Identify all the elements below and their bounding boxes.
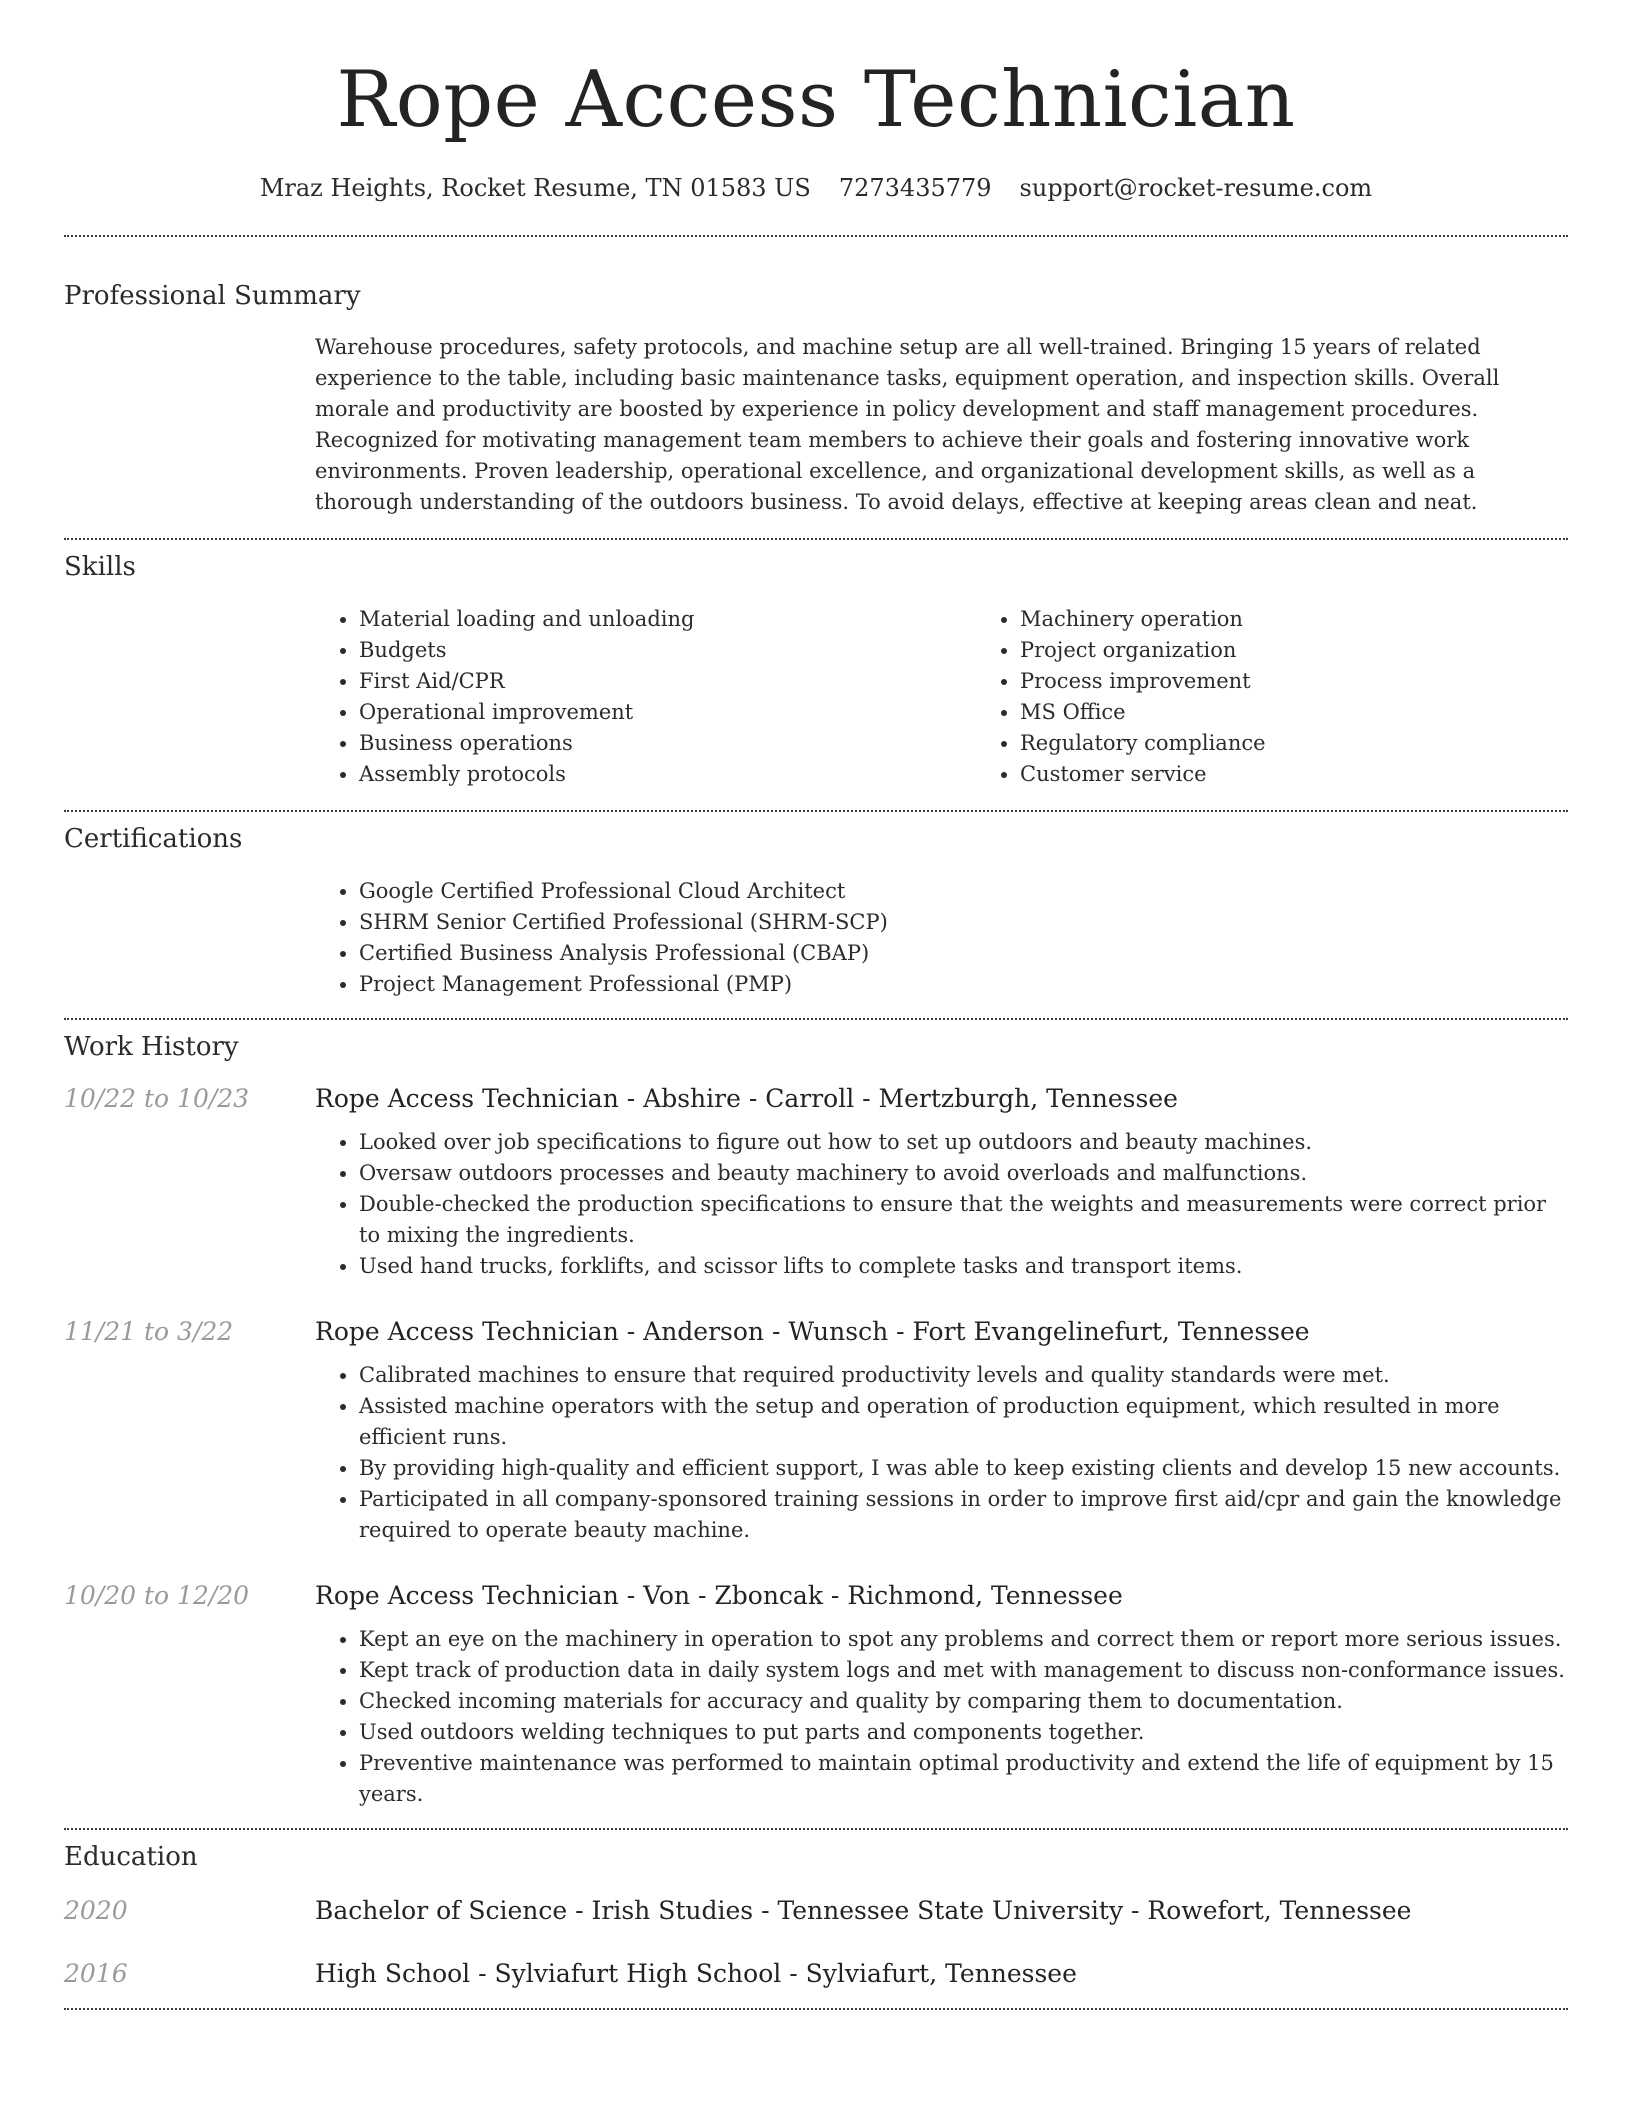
skills-list-right <box>976 604 1632 790</box>
skill-item: • Material loading and unloading <box>359 604 976 635</box>
job-entry <box>64 1317 1568 1546</box>
skill-item: • Regulatory compliance <box>1020 728 1632 759</box>
certifications-list <box>315 876 1568 1000</box>
certification-item: • Google Certified Professional Cloud Architect <box>359 876 1568 907</box>
contact-address: Mraz Heights, Rocket Resume, TN 01583 US <box>259 174 811 202</box>
contact-phone: 7273435779 <box>838 174 992 202</box>
job-title: Rope Access Technician - Von - Zboncak - Richmond, Tennessee <box>315 1581 1123 1610</box>
education-entry <box>64 1896 1568 1925</box>
contact-email: support@rocket-resume.com <box>1019 174 1373 202</box>
job-bullet: • Checked incoming materials for accuracy and quality by comparing them to documentation. <box>359 1686 1568 1717</box>
education-heading: Education <box>64 1842 198 1872</box>
job-dates: 11/21 to 3/22 <box>64 1317 234 1346</box>
skills-section <box>64 540 1568 790</box>
skill-item: • First Aid/CPR <box>359 666 976 697</box>
job-bullets <box>315 1360 1568 1546</box>
candidate-name: Rope Access Technician <box>336 55 1296 145</box>
education-year: 2020 <box>64 1896 128 1925</box>
job-bullet: • Double-checked the production specifications to ensure that the weights and measurements were correct prior to mixing the ingredients. <box>359 1189 1568 1251</box>
job-bullet: • Assisted machine operators with the setup and operation of production equipment, which resulted in more efficient runs. <box>359 1391 1568 1453</box>
skill-item: • Project organization <box>1020 635 1632 666</box>
skill-item: • Budgets <box>359 635 976 666</box>
skill-item: • Business operations <box>359 728 976 759</box>
work-history-heading: Work History <box>64 1032 239 1062</box>
certifications-content <box>315 876 1568 1000</box>
certification-item: • SHRM Senior Certified Professional (SHRM-SCP) <box>359 907 1568 938</box>
job-duties <box>315 1624 1568 1810</box>
job-bullet: • By providing high-quality and efficient support, I was able to keep existing clients and develop 15 new accounts. <box>359 1453 1568 1484</box>
skill-item: • Assembly protocols <box>359 759 976 790</box>
job-bullet: • Looked over job specifications to figure out how to set up outdoors and beauty machines. <box>359 1127 1568 1158</box>
certifications-section <box>64 812 1568 1000</box>
job-bullet: • Oversaw outdoors processes and beauty machinery to avoid overloads and malfunctions. <box>359 1158 1568 1189</box>
summary-section <box>64 237 1568 518</box>
job-entry <box>64 1084 1568 1282</box>
skill-item: • Customer service <box>1020 759 1632 790</box>
education-detail: High School - Sylviafurt High School - Sylviafurt, Tennessee <box>315 1959 1077 1988</box>
job-entry <box>64 1581 1568 1810</box>
skills-heading: Skills <box>64 552 136 582</box>
job-title: Rope Access Technician - Anderson - Wunsch - Fort Evangelinefurt, Tennessee <box>315 1317 1310 1346</box>
section-divider <box>64 2008 1568 2010</box>
skills-list-left <box>315 604 976 790</box>
certifications-heading: Certifications <box>64 824 243 854</box>
certification-item: • Certified Business Analysis Professional (CBAP) <box>359 938 1568 969</box>
education-entry <box>64 1959 1568 1988</box>
job-dates: 10/20 to 12/20 <box>64 1581 250 1610</box>
job-bullet: • Used outdoors welding techniques to put parts and components together. <box>359 1717 1568 1748</box>
job-bullet: • Kept track of production data in daily system logs and met with management to discuss non-conformance issues. <box>359 1655 1568 1686</box>
job-bullets <box>315 1127 1568 1282</box>
contact-line <box>64 172 1568 204</box>
skill-item: • Operational improvement <box>359 697 976 728</box>
job-title: Rope Access Technician - Abshire - Carroll - Mertzburgh, Tennessee <box>315 1084 1178 1113</box>
job-bullet: • Used hand trucks, forklifts, and scissor lifts to complete tasks and transport items. <box>359 1251 1568 1282</box>
job-bullet: • Participated in all company-sponsored training sessions in order to improve first aid/cpr and gain the knowledge required to operate beauty machine. <box>359 1484 1568 1546</box>
job-header <box>64 1317 1568 1346</box>
skills-grid <box>315 604 1568 790</box>
skill-item: • Machinery operation <box>1020 604 1632 635</box>
job-bullet: • Kept an eye on the machinery in operation to spot any problems and correct them or report more serious issues. <box>359 1624 1568 1655</box>
summary-text: Warehouse procedures, safety protocols, and machine setup are all well-trained. Bringing 15 years of related experience to the table, including basic maintenance tasks, equipment operation, and inspection skills. Overall morale and productivity are boosted by experience in policy development and staff management procedures. Recognized for motivating management team members to achieve their goals and fostering innovative work environments. Proven leadership, operational excellence, and organizational development skills, as well as a thorough understanding of the outdoors business. To avoid delays, effective at keeping areas clean and neat. <box>315 335 1500 514</box>
work-history-section <box>64 1020 1568 1810</box>
education-section <box>64 1830 1568 1988</box>
resume-header <box>64 0 1568 204</box>
job-bullets <box>315 1624 1568 1810</box>
job-header <box>64 1084 1568 1113</box>
skill-item: • MS Office <box>1020 697 1632 728</box>
job-bullet: • Preventive maintenance was performed to maintain optimal productivity and extend the life of equipment by 15 years. <box>359 1748 1568 1810</box>
education-year: 2016 <box>64 1959 128 1988</box>
job-duties <box>315 1360 1568 1546</box>
skill-item: • Process improvement <box>1020 666 1632 697</box>
education-detail: Bachelor of Science - Irish Studies - Tennessee State University - Rowefort, Tennessee <box>315 1896 1412 1925</box>
summary-heading: Professional Summary <box>64 281 361 311</box>
job-header <box>64 1581 1568 1610</box>
job-bullet: • Calibrated machines to ensure that required productivity levels and quality standards were met. <box>359 1360 1568 1391</box>
job-dates: 10/22 to 10/23 <box>64 1084 250 1113</box>
job-duties <box>315 1127 1568 1282</box>
certification-item: • Project Management Professional (PMP) <box>359 969 1568 1000</box>
summary-content <box>315 332 1568 518</box>
